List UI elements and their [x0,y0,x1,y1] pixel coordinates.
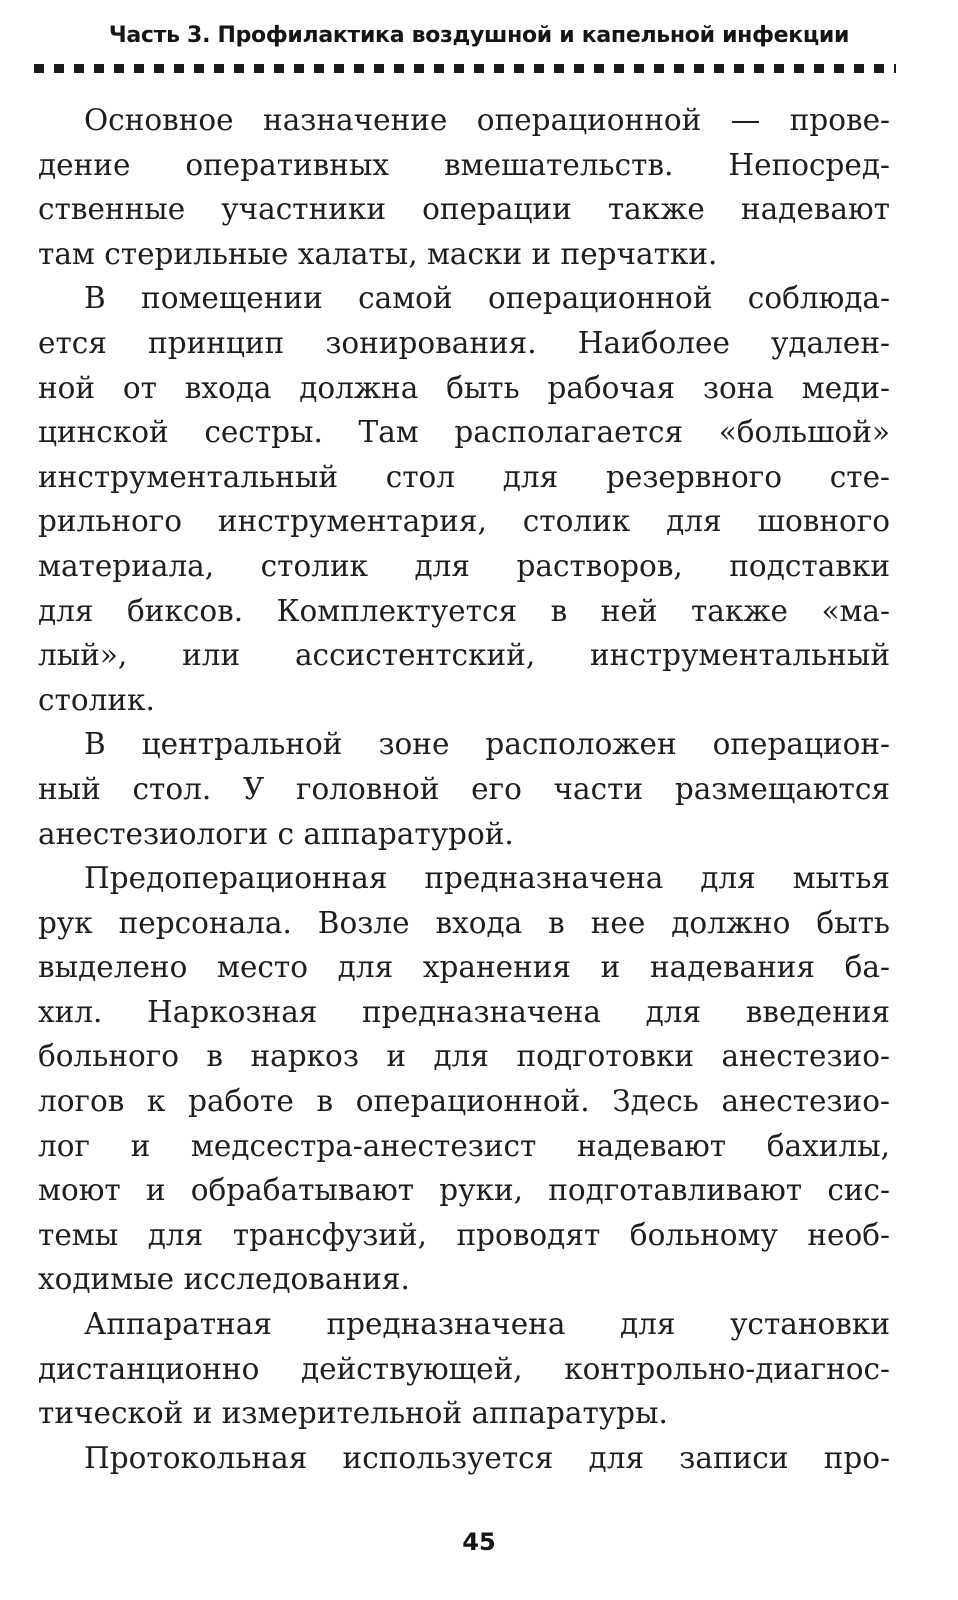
text-line: лый», или ассистентский, инструментальный [38,638,890,673]
text-line: Основное назначение операционной — прове- [84,103,890,137]
text-line: тической и измерительной аппаратуры. [38,1396,668,1431]
paragraph-6 [38,1436,890,1481]
page-number: 45 [462,1528,496,1556]
text-line: дистанционно действующей, контрольно-диагнос- [38,1351,890,1386]
text-line: для биксов. Комплектуется в ней также «ма- [38,593,890,628]
text-line: лог и медсестра-анестезист надевают бахилы, [38,1128,890,1163]
text-line: В помещении самой операционной соблюда- [84,281,890,316]
text-line: темы для трансфузий, проводят больному необ- [38,1217,890,1252]
paragraph-3 [38,722,890,856]
text-line: больного в наркоз и для подготовки анестезио- [38,1039,890,1074]
text-line: ходимые исследования. [38,1262,410,1297]
text-line: анестезиологи с аппаратурой. [38,816,514,851]
text-line: там стерильные халаты, маски и перчатки. [38,236,718,271]
text-line: столик. [38,682,155,717]
dashed-rule [34,64,896,73]
text-line: дение оперативных вмешательств. Непосред- [38,147,890,182]
text-line: Протокольная используется для записи про- [84,1440,890,1475]
text-line: логов к работе в операционной. Здесь анестезио- [38,1084,890,1119]
text-line: В центральной зоне расположен операцион- [84,727,890,762]
text-line: хил. Наркозная предназначена для введения [38,994,890,1029]
paragraph-5 [38,1302,890,1436]
paragraph-1 [38,98,890,276]
body-text [38,98,890,1480]
text-line: ной от входа должна быть рабочая зона меди- [38,370,890,405]
text-line: ственные участники операции также надевают [38,192,890,227]
text-line: Предоперационная предназначена для мытья [84,861,890,896]
text-line: цинской сестры. Там располагается «большой» [38,415,890,450]
text-line: ный стол. У головной его части размещаются [38,771,890,806]
running-head: Часть 3. Профилактика воздушной и капельной инфекции [108,23,850,48]
paragraph-2 [38,276,890,722]
paragraph-4 [38,856,890,1302]
text-line: Аппаратная предназначена для установки [84,1307,890,1342]
text-line: инструментальный стол для резервного сте- [38,459,890,494]
text-line: выделено место для хранения и надевания ба- [38,950,890,985]
text-line: материала, столик для растворов, подставки [38,548,890,583]
text-line: рильного инструментария, столик для шовного [38,504,890,539]
text-line: ется принцип зонирования. Наиболее удален- [38,325,890,360]
text-line: рук персонала. Возле входа в нее должно быть [38,905,890,940]
text-line: моют и обрабатывают руки, подготавливают сис- [38,1173,890,1208]
